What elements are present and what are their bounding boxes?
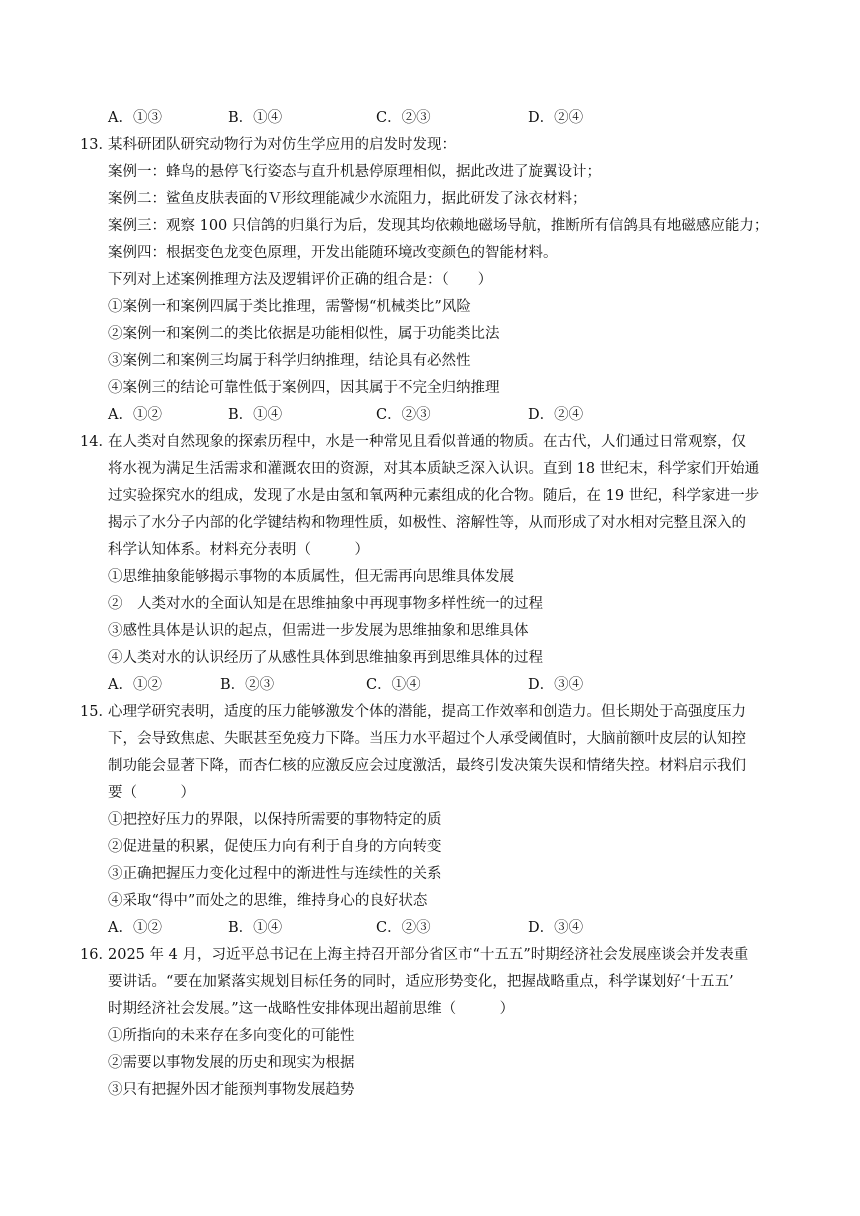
q15-stem-line-1: 心理学研究表明，适度的压力能够激发个体的潜能，提高工作效率和创造力。但长期处于高强度压力 (108, 704, 746, 720)
q13-case-4: 案例四：根据变色龙变色原理，开发出能随环境改变颜色的智能材料。 (108, 245, 558, 261)
q15-option-a[interactable]: A．①② (108, 920, 162, 936)
q12-option-d[interactable]: D．②④ (528, 110, 584, 126)
q12-option-c[interactable]: C．②③ (376, 110, 431, 126)
q15-stem-line-2: 下，会导致焦虑、失眠甚至免疫力下降。当压力水平超过个人承受阈值时，大脑前额叶皮层的认知控 (108, 731, 746, 747)
q12-option-b[interactable]: B．①④ (228, 110, 283, 126)
q14-option-b[interactable]: B．②③ (220, 677, 275, 693)
q13-case-1: 案例一：蜂鸟的悬停飞行姿态与直升机悬停原理相似，据此改进了旋翼设计； (108, 164, 601, 180)
q13-statement-1: ①案例一和案例四属于类比推理，需警惕“机械类比”风险 (108, 299, 471, 315)
q13-option-d[interactable]: D．②④ (528, 407, 584, 423)
q13-stem: 某科研团队研究动物行为对仿生学应用的启发时发现： (108, 137, 456, 153)
q13-option-c[interactable]: C．②③ (376, 407, 431, 423)
q14-option-c[interactable]: C．①④ (366, 677, 421, 693)
q16-stem-line-2: 要讲话。“要在加紧落实规划目标任务的同时，适应形势变化，把握战略重点，科学谋划好‘十五五’ (108, 974, 734, 990)
q16-statement-3: ③只有把握外因才能预判事物发展趋势 (108, 1082, 355, 1098)
q13-case-2: 案例二：鲨鱼皮肤表面的Ｖ形纹理能减少水流阻力，据此研发了泳衣材料； (108, 191, 587, 207)
q16-statement-2: ②需要以事物发展的历史和现实为根据 (108, 1055, 355, 1071)
q15-stem-line-4: 要（ ） (108, 785, 195, 801)
q16-stem-line-1: 2025 年 4 月，习近平总书记在上海主持召开部分省区市“十五五”时期经济社会发展座谈会并发表重 (108, 947, 749, 963)
q14-stem-line-1: 在人类对自然现象的探索历程中，水是一种常见且看似普通的物质。在古代，人们通过日常观察，仅 (108, 434, 746, 450)
q13-options (108, 405, 828, 425)
q15-statement-3: ③正确把握压力变化过程中的渐进性与连续性的关系 (108, 866, 442, 882)
q14-option-d[interactable]: D．③④ (528, 677, 584, 693)
q13-number: 13． (80, 137, 113, 153)
q14-stem-line-2: 将水视为满足生活需求和灌溉农田的资源，对其本质缺乏深入认识。直到 18 世纪末，科学家们开始通 (108, 461, 760, 477)
q13-statement-2: ②案例一和案例二的类比依据是功能相似性，属于功能类比法 (108, 326, 500, 342)
q16-stem-line-3: 时期经济社会发展。”这一战略性安排体现出超前思维（ ） (108, 1001, 515, 1017)
q16-statement-1: ①所指向的未来存在多向变化的可能性 (108, 1028, 355, 1044)
q14-option-a[interactable]: A．①② (108, 677, 162, 693)
q14-statement-3: ③感性具体是认识的起点，但需进一步发展为思维抽象和思维具体 (108, 623, 529, 639)
q12-option-a[interactable]: A．①③ (108, 110, 162, 126)
q16-number: 16． (80, 947, 113, 963)
q15-statement-2: ②促进量的积累，促使压力向有利于自身的方向转变 (108, 839, 442, 855)
q14-stem-line-3: 过实验探究水的组成，发现了水是由氢和氧两种元素组成的化合物。随后，在 19 世纪，科学家进一步 (108, 488, 760, 504)
q14-statement-2: ② 人类对水的全面认知是在思维抽象中再现事物多样性统一的过程 (108, 596, 543, 612)
q14-statement-4: ④人类对水的认识经历了从感性具体到思维抽象再到思维具体的过程 (108, 650, 543, 666)
q15-option-b[interactable]: B．①④ (228, 920, 283, 936)
q15-option-d[interactable]: D．③④ (528, 920, 584, 936)
q14-number: 14． (80, 434, 113, 450)
q13-prompt: 下列对上述案例推理方法及逻辑评价正确的组合是：（ ） (108, 272, 493, 288)
q14-stem-line-5: 科学认知体系。材料充分表明（ ） (108, 542, 369, 558)
q13-statement-4: ④案例三的结论可靠性低于案例四，因其属于不完全归纳推理 (108, 380, 500, 396)
q15-stem-line-3: 制功能会显著下降，而杏仁核的应激反应会过度激活，最终引发决策失误和情绪失控。材料启示我们 (108, 758, 746, 774)
q15-statement-4: ④采取“得中”而处之的思维，维持身心的良好状态 (108, 893, 428, 909)
q15-options (108, 918, 828, 938)
q14-stem-line-4: 揭示了水分子内部的化学键结构和物理性质，如极性、溶解性等，从而形成了对水相对完整且深入的 (108, 515, 746, 531)
q13-case-3: 案例三：观察 100 只信鸽的归巢行为后，发现其均依赖地磁场导航，推断所有信鸽具有地磁感应能力； (108, 218, 769, 234)
q14-options (108, 675, 828, 695)
q13-option-b[interactable]: B．①④ (228, 407, 283, 423)
q12-options (108, 108, 828, 128)
q15-number: 15． (80, 704, 113, 720)
q14-statement-1: ①思维抽象能够揭示事物的本质属性，但无需再向思维具体发展 (108, 569, 514, 585)
q15-option-c[interactable]: C．②③ (376, 920, 431, 936)
q15-statement-1: ①把控好压力的界限，以保持所需要的事物特定的质 (108, 812, 442, 828)
q13-statement-3: ③案例二和案例三均属于科学归纳推理，结论具有必然性 (108, 353, 471, 369)
q13-option-a[interactable]: A．①② (108, 407, 162, 423)
